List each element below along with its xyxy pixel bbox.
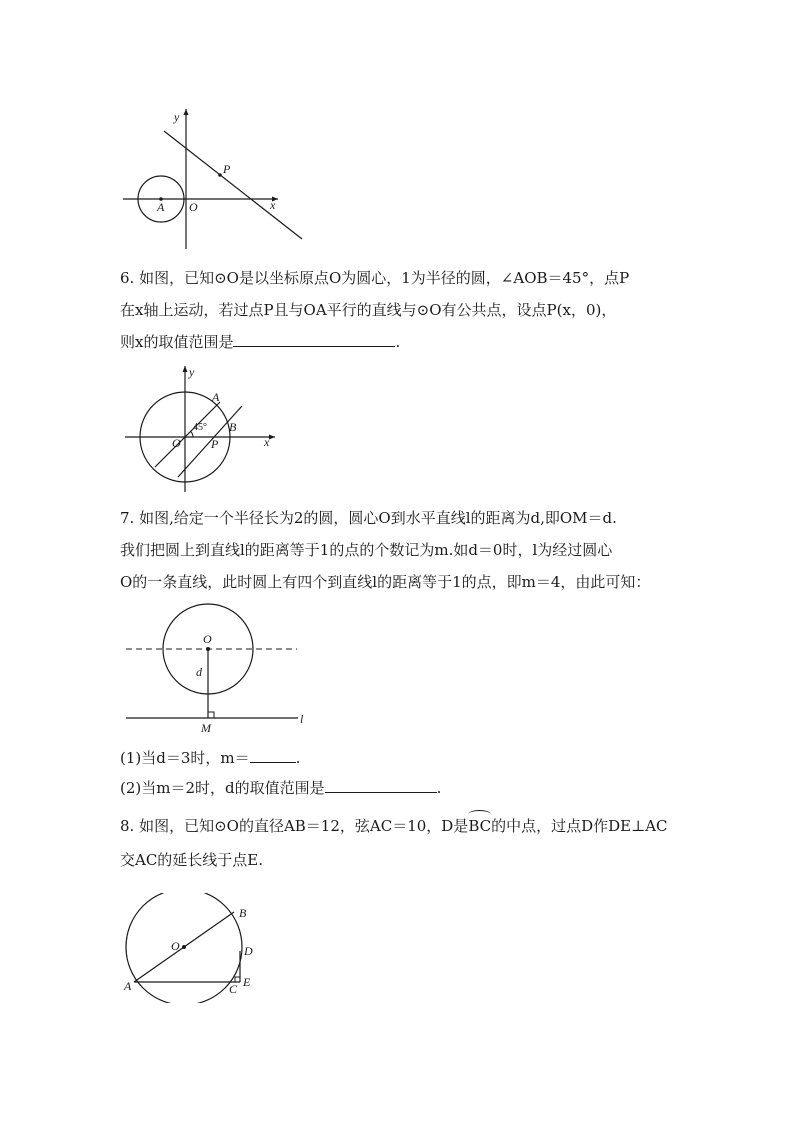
q8-line-1-rest: 的中点，过点D作DE⊥AC [491, 817, 668, 835]
fig8-label-C: C [229, 982, 238, 996]
fig6-label-x: x [264, 435, 270, 449]
fig6-label-y: y [189, 365, 195, 379]
fig8-label-A: A [124, 979, 132, 993]
fig8-label-D: D [244, 944, 253, 958]
fig8-label-O: O [171, 939, 180, 953]
fig7-label-d: d [196, 665, 202, 679]
q7-sub-2 [120, 778, 441, 798]
q7-sub-1-text: (1)当d＝3时，m＝ [120, 749, 250, 767]
q8-arc-bc [468, 816, 491, 836]
q7-sub-1 [120, 748, 300, 768]
figure-q7 [115, 598, 315, 738]
q7-line-2: 我们把圆上到直线l的距离等于1的点的个数记为m.如d＝0时，l为经过圆心 [120, 541, 613, 559]
fig6-label-O: O [172, 436, 181, 450]
q6-line-1: 6. 如图，已知⊙O是以坐标原点O为圆心，1为半径的圆，∠AOB＝45°，点P [120, 269, 630, 287]
q7-sub-2-text: (2)当m＝2时，d的取值范围是 [120, 779, 325, 797]
q7-line-3: O的一条直线，此时圆上有四个到直线l的距离等于1的点，即m＝4，由此可知： [120, 573, 651, 591]
figure-q8 [115, 893, 275, 1003]
q7-sub-2-end: . [436, 779, 442, 797]
fig7-label-l: l [300, 712, 304, 726]
q7-sub-2-blank[interactable] [325, 778, 437, 793]
fig6-label-angle: 45° [193, 422, 207, 433]
q6-line-3-text: 则x的取值范围是 [120, 333, 234, 351]
fig5-label-O: O [189, 200, 198, 214]
q8-line-2: 交AC的延长线于点E. [120, 851, 264, 869]
q7-line-1: 7. 如图,给定一个半径长为2的圆，圆心O到水平直线l的距离为d,即OM＝d. [120, 509, 617, 527]
q8-line-1 [120, 816, 668, 836]
figure-q6 [115, 360, 285, 500]
fig6-label-P: P [211, 437, 219, 451]
fig7-label-O: O [203, 632, 212, 646]
arc-mark-icon [468, 810, 491, 819]
fig8-label-E: E [243, 975, 251, 989]
fig5-label-A: A [157, 200, 165, 214]
q6-line-3 [120, 332, 400, 352]
q6-line-2: 在x轴上运动，若过点P且与OA平行的直线与⊙O有公共点，设点P(x，0)， [120, 301, 617, 319]
fig6-label-A: A [212, 390, 220, 404]
q7-sub-1-blank[interactable] [250, 748, 296, 763]
figure-q5 [115, 100, 315, 250]
fig5-label-y: y [174, 110, 180, 124]
q8-line-1-text: 8. 如图，已知⊙O的直径AB＝12，弦AC＝10，D是 [120, 817, 469, 835]
fig5-label-P: P [223, 162, 231, 176]
q6-answer-blank[interactable] [233, 332, 395, 347]
fig6-label-B: B [229, 420, 237, 434]
q6-line-3-end: . [395, 333, 401, 351]
fig5-label-x: x [270, 198, 276, 212]
q7-sub-1-end: . [295, 749, 301, 767]
fig8-label-B: B [239, 906, 247, 920]
q8-arc-text: BC [468, 817, 492, 835]
fig7-label-M: M [201, 721, 211, 735]
